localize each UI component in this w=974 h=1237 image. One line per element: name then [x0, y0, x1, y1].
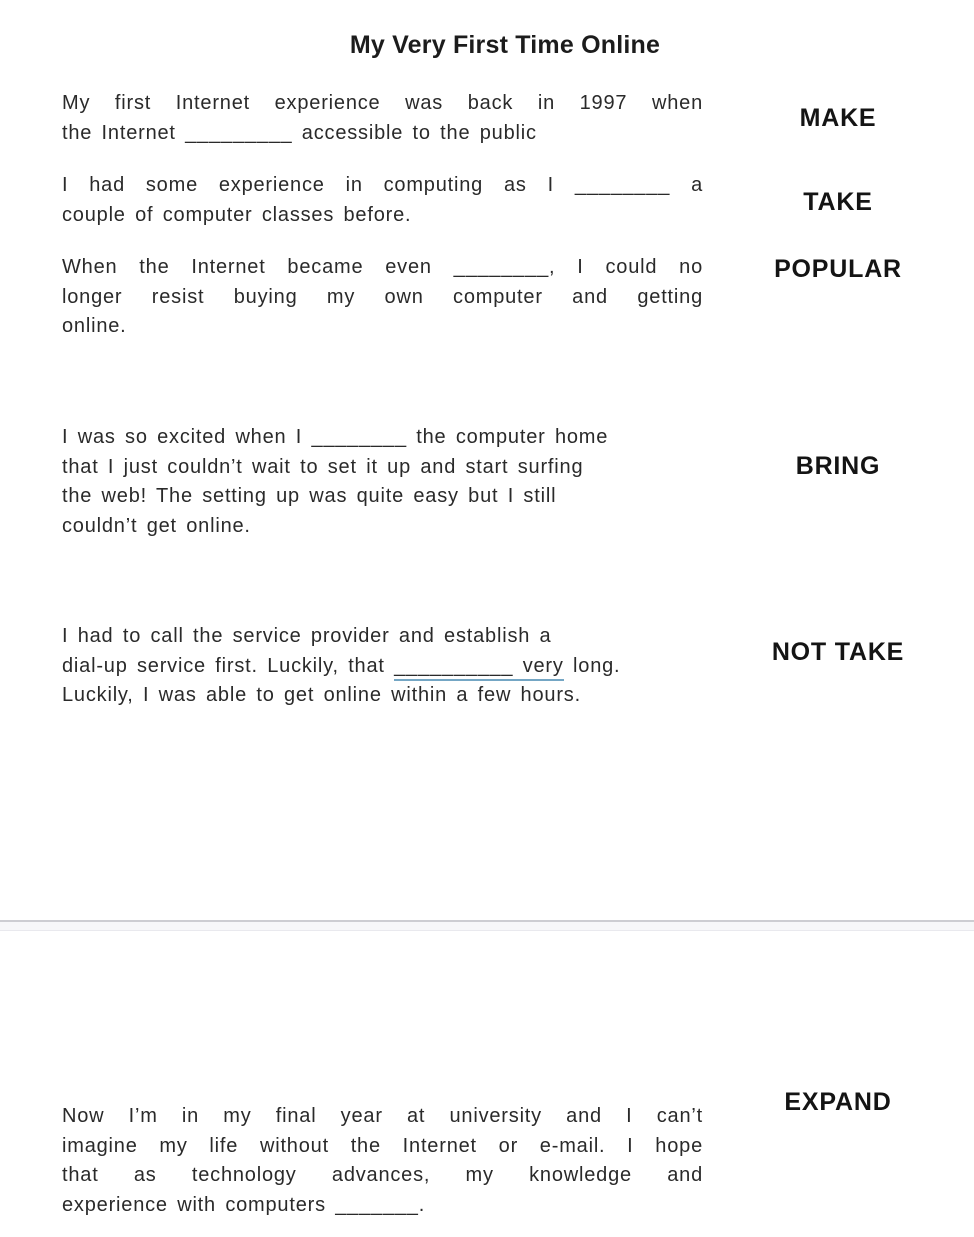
- underlined-blank: __________ very: [394, 655, 564, 681]
- line-text-after-blank: long.: [563, 654, 621, 677]
- cue-word-expand: EXPAND: [784, 1088, 892, 1116]
- cue-word-make: MAKE: [799, 104, 877, 132]
- paragraph-line-with-blank: the Internet _________ accessible to the public: [62, 121, 537, 144]
- paragraph-popular: [62, 253, 703, 342]
- line-text-before-blank: dial-up service first. Luckily, that: [62, 654, 395, 677]
- paragraph-line: the web! The setting up was quite easy but I still: [62, 485, 557, 507]
- paragraph-line: My first Internet experience was back in 1997 when: [62, 92, 703, 114]
- cue-word-not-take: NOT TAKE: [771, 638, 905, 666]
- page-title: My Very First Time Online: [349, 31, 661, 59]
- cue-word-bring: BRING: [795, 452, 881, 480]
- paragraph-line-with-blank: I was so excited when I ________ the computer home: [62, 426, 609, 448]
- paragraph-line-with-blank: [62, 652, 703, 682]
- paragraph-line: Luckily, I was able to get online within a few hours.: [62, 684, 581, 706]
- paragraph-line-with-blank: I had some experience in computing as I ________ a: [62, 174, 703, 196]
- paragraph-not-take: [62, 622, 703, 711]
- paragraph-line: couldn’t get online.: [62, 514, 251, 537]
- paragraph-line: that as technology advances, my knowledge and: [62, 1164, 703, 1186]
- paragraph-line: longer resist buying my own computer and getting: [62, 285, 703, 308]
- cue-word-take: TAKE: [803, 188, 873, 216]
- paragraph-make: [62, 89, 703, 148]
- paragraph-line: Now I’m in my final year at university and I can’t: [62, 1105, 703, 1127]
- paragraph-line: imagine my life without the Internet or e-mail. I hope: [62, 1134, 703, 1157]
- paragraph-bring: [62, 423, 703, 541]
- paragraph-line: that I just couldn’t wait to set it up and start surfing: [62, 455, 584, 478]
- paragraph-line: online.: [62, 315, 127, 337]
- paragraph-line-with-blank: experience with computers _______.: [62, 1193, 426, 1216]
- cue-word-popular: POPULAR: [774, 255, 902, 283]
- paragraph-line: I had to call the service provider and establish a: [62, 625, 552, 647]
- paragraph-expand: [62, 1102, 703, 1220]
- paragraph-line: couple of computer classes before.: [62, 203, 412, 226]
- page-break-divider: [0, 920, 974, 931]
- paragraph-line-with-blank: When the Internet became even ________, I could no: [62, 256, 703, 278]
- paragraph-take: [62, 171, 703, 230]
